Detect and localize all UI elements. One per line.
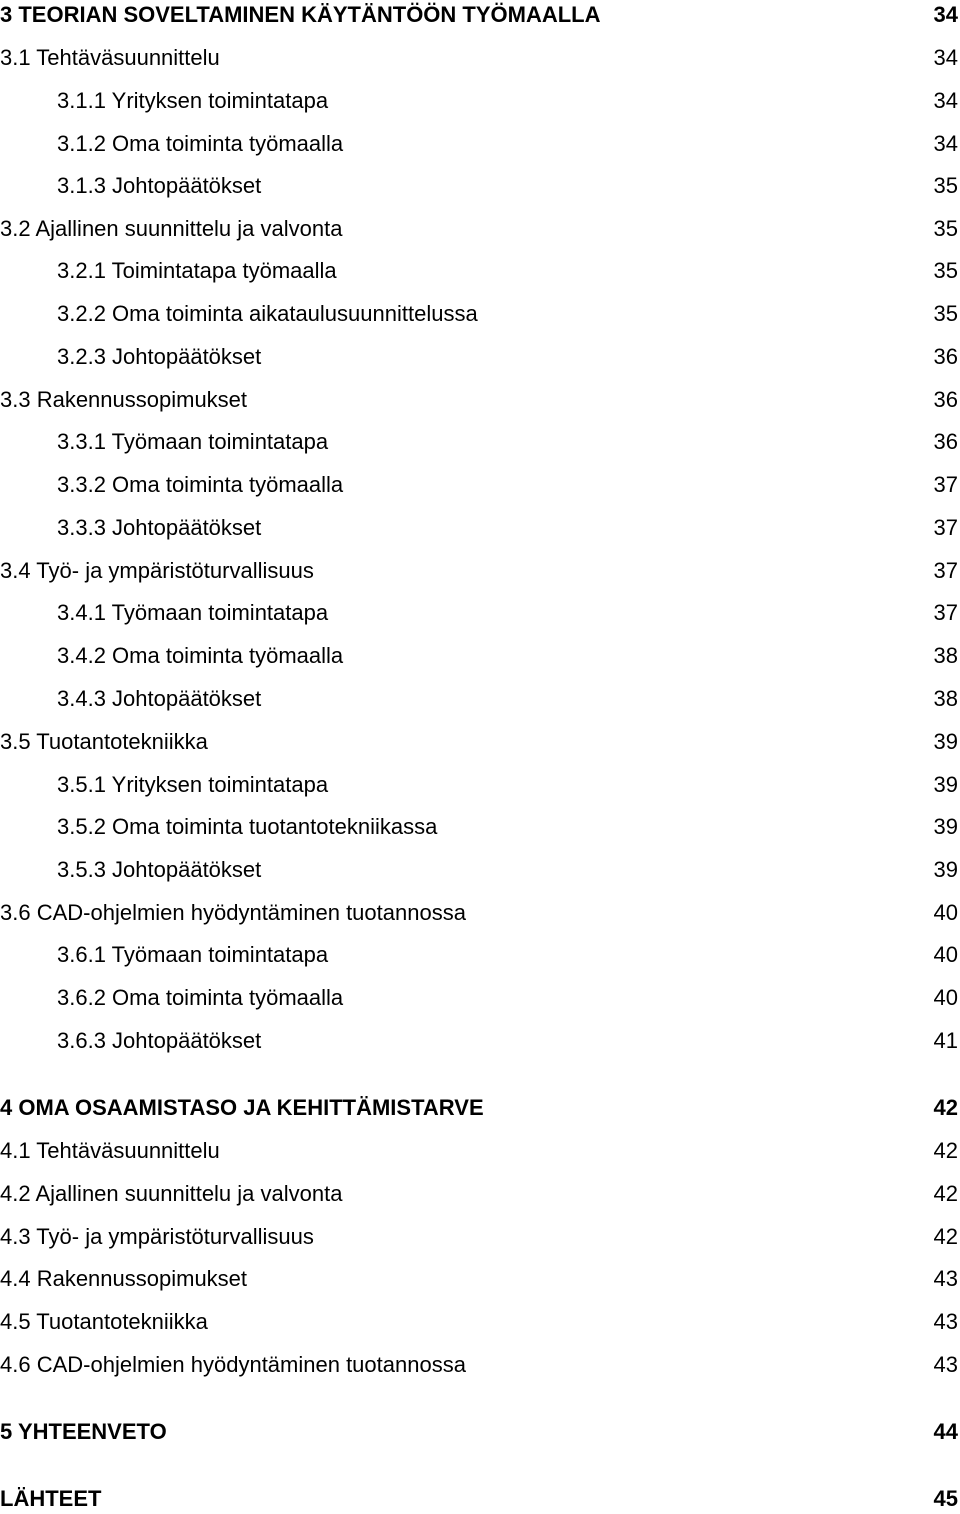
- toc-entry[interactable]: [0, 1264, 960, 1294]
- toc-entry-title: 3.2.3 Johtopäätökset: [57, 344, 262, 369]
- toc-entry[interactable]: [0, 1179, 960, 1209]
- toc-entry[interactable]: [0, 256, 960, 286]
- toc-entry-title: 3.2.2 Oma toiminta aikataulusuunnittelussa: [57, 301, 478, 326]
- toc-entry-title: 3.6.3 Johtopäätökset: [57, 1028, 262, 1053]
- toc-entry-title: 3.1.3 Johtopäätökset: [57, 173, 262, 198]
- toc-entry[interactable]: [0, 470, 960, 500]
- toc-entry[interactable]: [0, 1307, 960, 1337]
- toc-chapter-entry[interactable]: [0, 1484, 960, 1514]
- toc-entry-title: 3.3.1 Työmaan toimintatapa: [57, 429, 329, 454]
- toc-entry-title: 3.3.3 Johtopäätökset: [57, 515, 262, 540]
- toc-entry-page-number: 41: [933, 1028, 958, 1053]
- toc-entry-page-number: 40: [933, 985, 958, 1010]
- toc-entry-page-number: 45: [933, 1486, 958, 1511]
- toc-entry-title: 3.5.3 Johtopäätökset: [57, 857, 262, 882]
- toc-entry-page-number: 36: [933, 344, 958, 369]
- toc-entry-page-number: 35: [933, 301, 958, 326]
- toc-entry[interactable]: [0, 129, 960, 159]
- toc-entry-title: 3.4 Työ- ja ympäristöturvallisuus: [0, 558, 314, 583]
- toc-entry-title: 4.6 CAD-ohjelmien hyödyntäminen tuotannossa: [0, 1352, 466, 1377]
- toc-entry-page-number: 37: [933, 600, 958, 625]
- toc-chapter-entry[interactable]: [0, 1093, 960, 1123]
- toc-entry-page-number: 35: [933, 216, 958, 241]
- toc-chapter-entry[interactable]: [0, 0, 960, 30]
- toc-entry-page-number: 37: [933, 472, 958, 497]
- toc-entry[interactable]: [0, 983, 960, 1013]
- toc-entry-page-number: 38: [933, 643, 958, 668]
- toc-entry[interactable]: [0, 1026, 960, 1056]
- toc-entry-title: 4.2 Ajallinen suunnittelu ja valvonta: [0, 1181, 343, 1206]
- toc-entry-page-number: 42: [933, 1138, 958, 1163]
- toc-entry-page-number: 36: [933, 387, 958, 412]
- toc-entry-title: LÄHTEET: [0, 1486, 102, 1511]
- toc-entry[interactable]: [0, 598, 960, 628]
- toc-entry-page-number: 38: [933, 686, 958, 711]
- toc-entry-page-number: 43: [933, 1352, 958, 1377]
- toc-entry-title: 3.3 Rakennussopimukset: [0, 387, 248, 412]
- toc-entry-title: 3.6.1 Työmaan toimintatapa: [57, 942, 329, 967]
- toc-entry-page-number: 39: [933, 857, 958, 882]
- toc-chapter-entry[interactable]: [0, 1417, 960, 1447]
- toc-entry-page-number: 44: [933, 1419, 958, 1444]
- toc-entry-page-number: 37: [933, 515, 958, 540]
- toc-entry-page-number: 42: [933, 1181, 958, 1206]
- toc-entry-page-number: 39: [933, 772, 958, 797]
- toc-entry-page-number: 42: [933, 1224, 958, 1249]
- toc-entry-page-number: 35: [933, 173, 958, 198]
- toc-entry-title: 3.4.1 Työmaan toimintatapa: [57, 600, 329, 625]
- toc-entry-title: 3.5 Tuotantotekniikka: [0, 729, 208, 754]
- toc-entry-title: 3 TEORIAN SOVELTAMINEN KÄYTÄNTÖÖN TYÖMAALLA: [0, 2, 601, 27]
- toc-entry-title: 3.4.2 Oma toiminta työmaalla: [57, 643, 344, 668]
- toc-entry[interactable]: [0, 342, 960, 372]
- toc-entry-page-number: 37: [933, 558, 958, 583]
- toc-entry[interactable]: [0, 1222, 960, 1252]
- toc-entry-title: 3.6 CAD-ohjelmien hyödyntäminen tuotannossa: [0, 900, 466, 925]
- toc-entry-title: 3.1 Tehtäväsuunnittelu: [0, 45, 220, 70]
- toc-entry[interactable]: [0, 898, 960, 928]
- toc-entry-title: 3.2 Ajallinen suunnittelu ja valvonta: [0, 216, 343, 241]
- toc-entry-page-number: 43: [933, 1309, 958, 1334]
- toc-entry-title: 3.1.1 Yrityksen toimintatapa: [57, 88, 329, 113]
- toc-entry[interactable]: [0, 214, 960, 244]
- toc-entry-page-number: 34: [933, 45, 958, 70]
- toc-entry-title: 4.1 Tehtäväsuunnittelu: [0, 1138, 220, 1163]
- toc-entry[interactable]: [0, 513, 960, 543]
- toc-entry-title: 3.3.2 Oma toiminta työmaalla: [57, 472, 344, 497]
- toc-entry-title: 3.5.1 Yrityksen toimintatapa: [57, 772, 329, 797]
- toc-entry-title: 3.6.2 Oma toiminta työmaalla: [57, 985, 344, 1010]
- toc-entry-title: 3.4.3 Johtopäätökset: [57, 686, 262, 711]
- toc-entry[interactable]: [0, 86, 960, 116]
- toc-entry-title: 3.1.2 Oma toiminta työmaalla: [57, 131, 344, 156]
- toc-entry-page-number: 39: [933, 729, 958, 754]
- toc-entry-title: 5 YHTEENVETO: [0, 1419, 167, 1444]
- toc-entry[interactable]: [0, 812, 960, 842]
- toc-entry-page-number: 39: [933, 814, 958, 839]
- toc-entry-page-number: 34: [933, 88, 958, 113]
- toc-entry-page-number: 34: [933, 2, 958, 27]
- toc-entry[interactable]: [0, 684, 960, 714]
- toc-entry-title: 4 OMA OSAAMISTASO JA KEHITTÄMISTARVE: [0, 1095, 484, 1120]
- toc-entry[interactable]: [0, 427, 960, 457]
- toc-entry[interactable]: [0, 770, 960, 800]
- toc-entry[interactable]: [0, 385, 960, 415]
- toc-entry-page-number: 34: [933, 131, 958, 156]
- toc-entry[interactable]: [0, 1136, 960, 1166]
- toc-entry[interactable]: [0, 171, 960, 201]
- toc-entry-page-number: 43: [933, 1266, 958, 1291]
- toc-entry-title: 3.5.2 Oma toiminta tuotantotekniikassa: [57, 814, 438, 839]
- toc-entry[interactable]: [0, 299, 960, 329]
- toc-entry-page-number: 35: [933, 258, 958, 283]
- toc-entry-page-number: 40: [933, 900, 958, 925]
- toc-entry-page-number: 42: [933, 1095, 958, 1120]
- toc-entry[interactable]: [0, 727, 960, 757]
- toc-entry[interactable]: [0, 855, 960, 885]
- toc-entry[interactable]: [0, 1350, 960, 1380]
- toc-entry-title: 4.5 Tuotantotekniikka: [0, 1309, 208, 1334]
- toc-entry-title: 4.4 Rakennussopimukset: [0, 1266, 248, 1291]
- toc-entry-page-number: 40: [933, 942, 958, 967]
- toc-entry[interactable]: [0, 641, 960, 671]
- toc-entry-title: 3.2.1 Toimintatapa työmaalla: [57, 258, 337, 283]
- toc-entry[interactable]: [0, 43, 960, 73]
- toc-entry-page-number: 36: [933, 429, 958, 454]
- toc-entry[interactable]: [0, 556, 960, 586]
- toc-entry[interactable]: [0, 940, 960, 970]
- toc-entry-title: 4.3 Työ- ja ympäristöturvallisuus: [0, 1224, 314, 1249]
